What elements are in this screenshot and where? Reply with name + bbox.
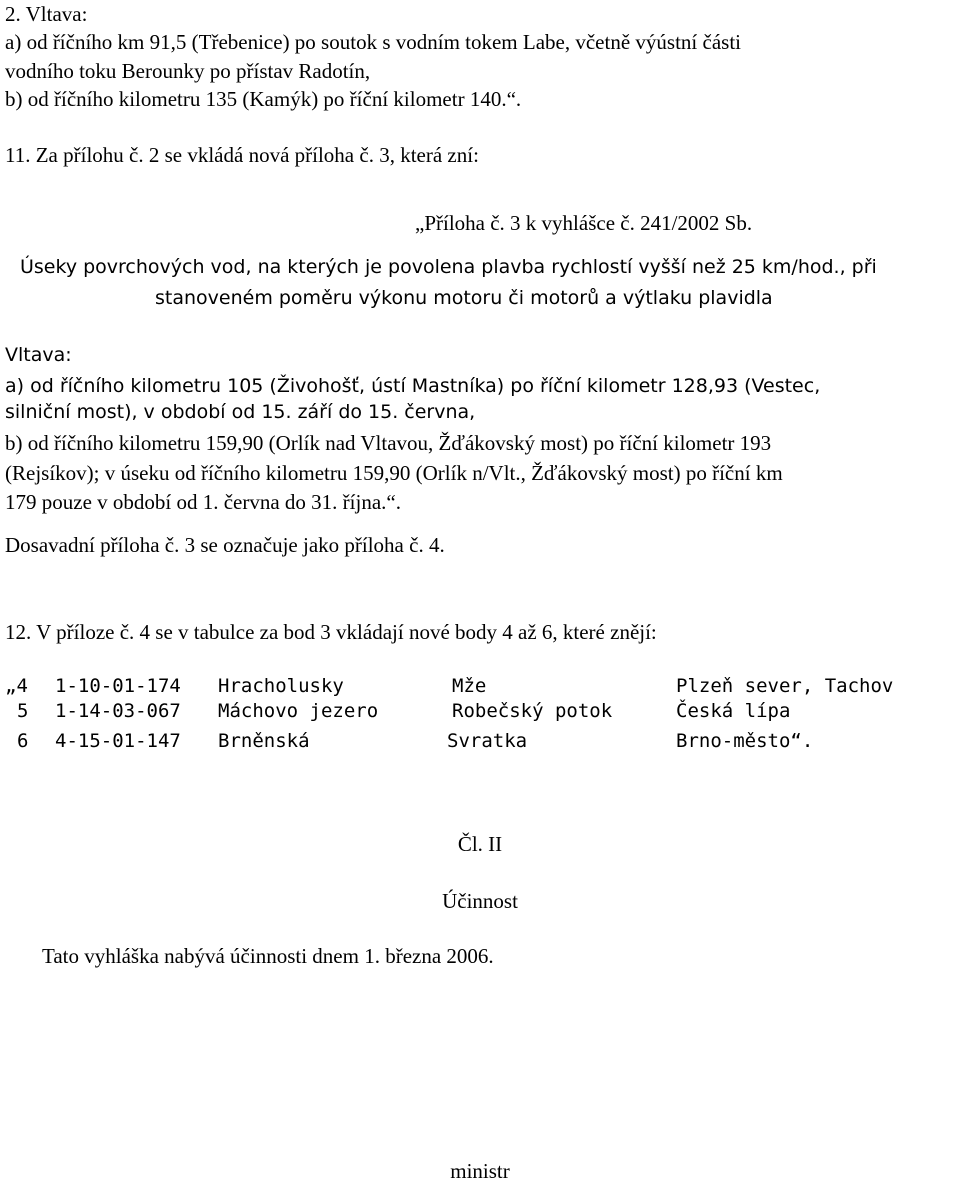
row-river: Svratka bbox=[447, 730, 528, 752]
effect-heading: Účinnost bbox=[442, 889, 518, 913]
renumber-note: Dosavadní příloha č. 3 se označuje jako příloha č. 4. bbox=[5, 533, 445, 557]
row-number: 6 bbox=[17, 730, 29, 752]
row-name: Máchovo jezero bbox=[218, 700, 379, 722]
row-number: 5 bbox=[17, 700, 29, 722]
segment-b-line2: (Rejsíkov); v úseku od říčního kilometru 159,90 (Orlík n/Vlt., Žďákovský most) po říční km bbox=[5, 461, 783, 485]
row-river: Robečský potok bbox=[452, 700, 613, 722]
point-11-text: 11. Za přílohu č. 2 se vkládá nová příloha č. 3, která zní: bbox=[5, 143, 479, 167]
vltava-label: Vltava: bbox=[5, 344, 72, 366]
annex-title-line1: Úseky povrchových vod, na kterých je povolena plavba rychlostí vyšší než 25 km/hod., při bbox=[20, 256, 877, 278]
row-river: Mže bbox=[452, 675, 487, 697]
paragraph-a-line1: a) od říčního km 91,5 (Třebenice) po soutok s vodním tokem Labe, včetně výústní části bbox=[5, 30, 741, 54]
signature-label: ministr bbox=[450, 1159, 510, 1183]
row-name: Hracholusky bbox=[218, 675, 344, 697]
annex-heading: „Příloha č. 3 k vyhlášce č. 241/2002 Sb. bbox=[415, 211, 753, 235]
row-code: 1-10-01-174 bbox=[55, 675, 181, 697]
annex-title-line2: stanoveném poměru výkonu motoru či motorů a výtlaku plavidla bbox=[155, 287, 773, 309]
effect-text: Tato vyhláška nabývá účinnosti dnem 1. března 2006. bbox=[42, 944, 494, 968]
segment-a-line2: silniční most), v období od 15. září do 15. června, bbox=[5, 401, 476, 423]
row-code: 1-14-03-067 bbox=[55, 700, 181, 722]
row-number: „4 bbox=[5, 675, 28, 697]
segment-b-line1: b) od říčního kilometru 159,90 (Orlík nad Vltavou, Žďákovský most) po říční kilometr 193 bbox=[5, 431, 772, 455]
row-district: Plzeň sever, Tachov bbox=[676, 675, 894, 697]
paragraph-b: b) od říčního kilometru 135 (Kamýk) po říční kilometr 140.“. bbox=[5, 87, 522, 111]
article-heading: Čl. II bbox=[457, 832, 503, 856]
row-district: Brno-město“. bbox=[676, 730, 814, 752]
segment-a-line1: a) od říčního kilometru 105 (Živohošť, ústí Mastníka) po říční kilometr 128,93 (Vestec, bbox=[5, 375, 821, 397]
section-number-vltava: 2. Vltava: bbox=[5, 2, 88, 26]
point-12-text: 12. V příloze č. 4 se v tabulce za bod 3 vkládají nové body 4 až 6, které znějí: bbox=[5, 620, 657, 644]
row-district: Česká lípa bbox=[676, 700, 791, 722]
row-code: 4-15-01-147 bbox=[55, 730, 181, 752]
row-name: Brněnská bbox=[218, 730, 310, 752]
paragraph-a-line2: vodního toku Berounky po přístav Radotín, bbox=[5, 59, 371, 83]
segment-b-line3: 179 pouze v období od 1. června do 31. října.“. bbox=[5, 490, 401, 514]
